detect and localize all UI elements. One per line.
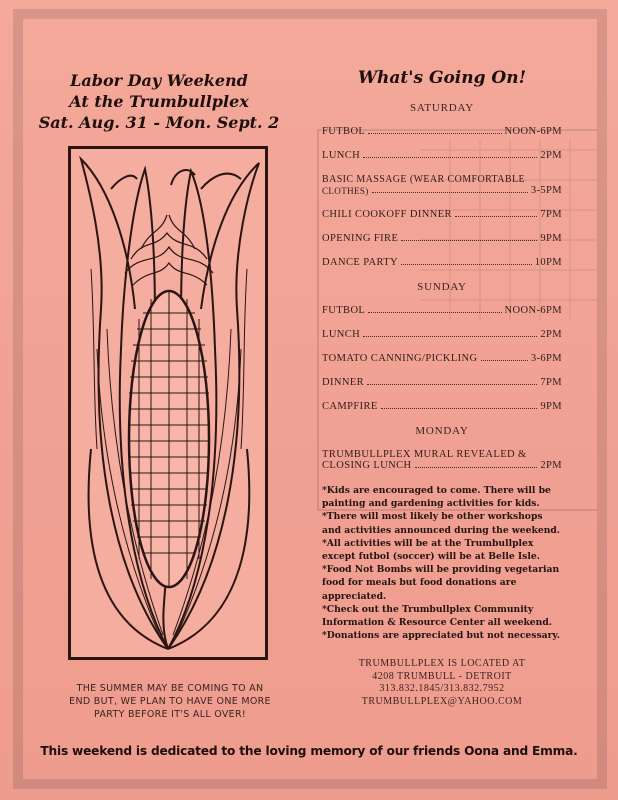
- address-line: 4208 TRUMBULL - DETROIT: [372, 670, 512, 682]
- note-item: *Donations are appreciated but not necessary.: [322, 630, 560, 642]
- event-row: CAMPFIRE 9PM: [322, 401, 562, 412]
- corn-illustration-frame: [68, 146, 268, 660]
- summer-note-line-2: END BUT, WE PLAN TO HAVE ONE MORE: [69, 696, 271, 707]
- event-row: TOMATO CANNING/PICKLING 3-6PM: [322, 353, 562, 364]
- event-row: FUTBOL NOON-6PM: [322, 305, 562, 316]
- email-link[interactable]: TRUMBULLPLEX@YAHOO.COM: [361, 695, 523, 707]
- note-item: *Food Not Bombs will be providing vegetarian food for meals but food donations are appreciated.: [322, 564, 560, 602]
- notes-list: [322, 484, 562, 642]
- summer-note: [40, 682, 300, 721]
- event-name: TRUMBULLPLEX MURAL REVEALED &: [322, 449, 527, 460]
- title-line-dates: Sat. Aug. 31 - Mon. Sept. 2: [38, 113, 280, 132]
- event-row: CHILI COOKOFF DINNER 7PM: [322, 209, 562, 220]
- dedication-footer: This weekend is dedicated to the loving memory of our friends Oona and Emma.: [40, 744, 578, 758]
- location-line: TRUMBULLPLEX IS LOCATED AT: [358, 658, 526, 670]
- event-row: LUNCH 2PM: [322, 329, 562, 340]
- event-row: DANCE PARTY 10PM: [322, 257, 562, 268]
- event-row: OPENING FIRE 9PM: [322, 233, 562, 244]
- title-line-1: Labor Day Weekend: [70, 71, 248, 90]
- title-line-2: At the Trumbullplex: [69, 92, 249, 111]
- location-block: [322, 658, 562, 708]
- event-row: DINNER 7PM: [322, 377, 562, 388]
- corn-cob-icon: [71, 149, 265, 657]
- event-name: BASIC MASSAGE (WEAR COMFORTABLE: [322, 174, 525, 185]
- note-item: *Kids are encouraged to come. There will be painting and gardening activities for kids.: [322, 485, 551, 510]
- note-item: *Check out the Trumbullplex Community Information & Resource Center all weekend.: [322, 603, 552, 629]
- day-label-monday: MONDAY: [415, 425, 469, 437]
- phone-line: 313.832.1845/313.832.7952: [379, 683, 505, 695]
- note-item: *There will most likely be other workshops and activities announced during the weekend.: [322, 511, 560, 536]
- note-item: *All activities will be at the Trumbullplex except futbol (soccer) will be at Belle Isle.: [322, 537, 540, 563]
- event-row: BASIC MASSAGE (WEAR COMFORTABLE CLOTHES) 3-5PM: [322, 174, 562, 196]
- summer-note-line-1: THE SUMMER MAY BE COMING TO AN: [76, 683, 264, 694]
- summer-note-line-3: PARTY BEFORE IT'S ALL OVER!: [94, 709, 246, 720]
- day-label-saturday: SATURDAY: [409, 102, 475, 114]
- schedule-title: What's Going On!: [357, 68, 527, 88]
- event-title: [24, 70, 294, 133]
- event-row: TRUMBULLPLEX MURAL REVEALED & CLOSING LUNCH 2PM: [322, 449, 562, 471]
- day-label-sunday: SUNDAY: [417, 281, 467, 293]
- event-row: LUNCH 2PM: [322, 150, 562, 161]
- schedule-column: [322, 68, 562, 708]
- event-row: FUTBOL NOON-6PM: [322, 126, 562, 137]
